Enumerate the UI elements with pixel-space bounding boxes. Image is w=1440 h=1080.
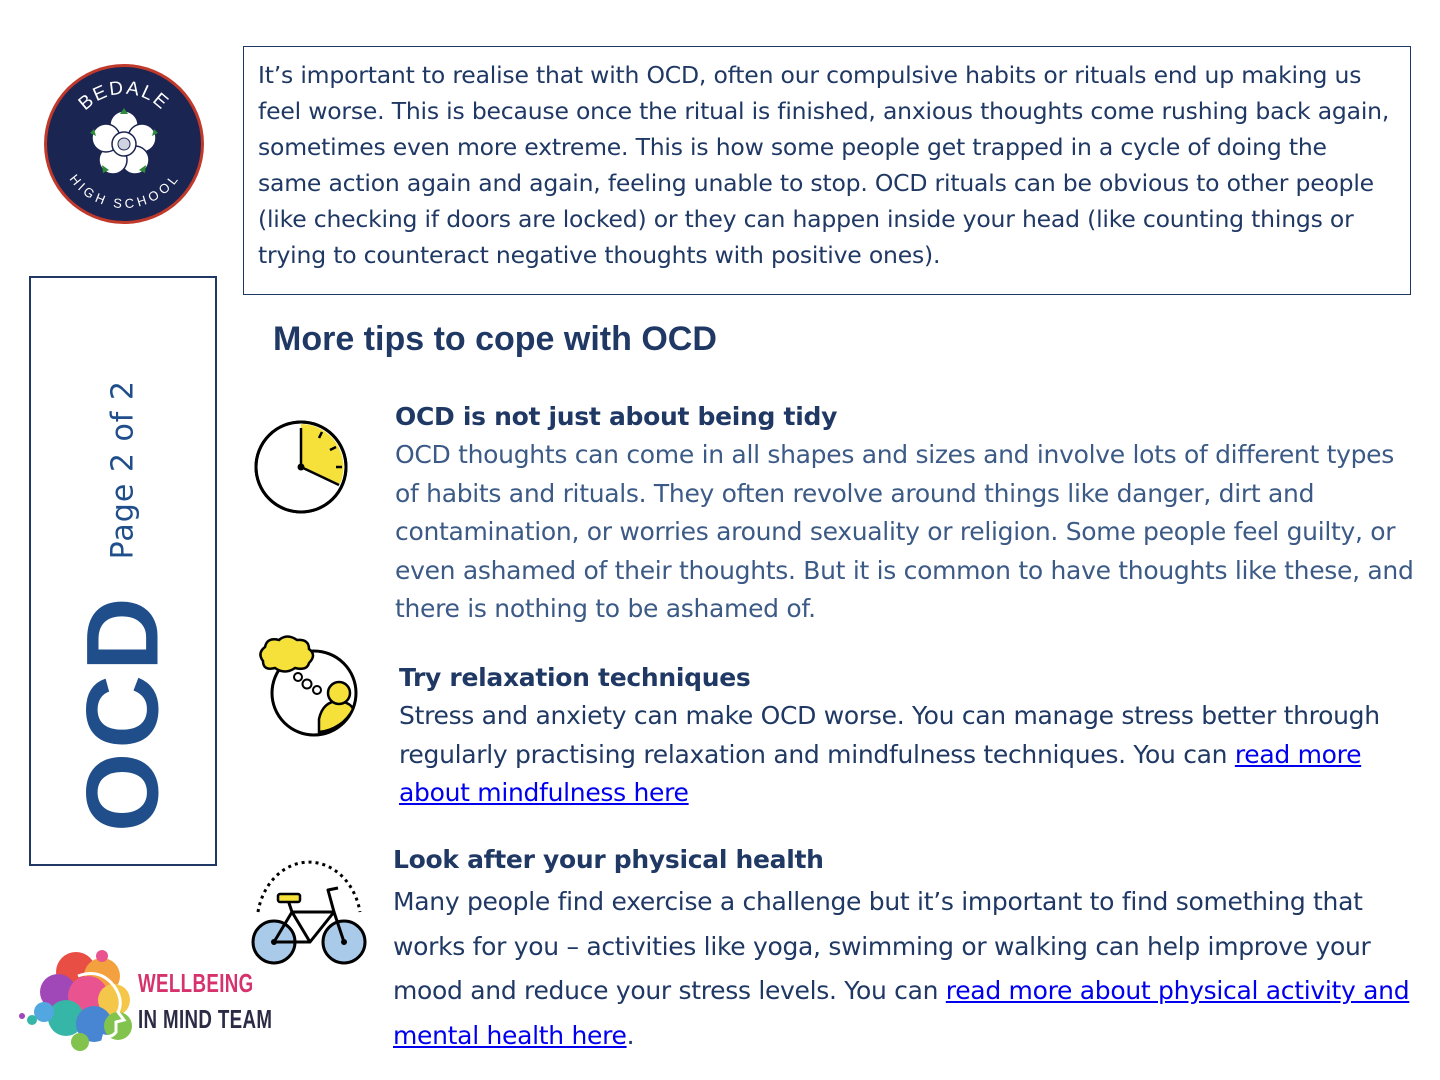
logo-bottom-text: HIGH SCHOOL xyxy=(66,171,182,212)
side-panel xyxy=(29,276,217,866)
tip-relaxation xyxy=(399,659,1429,813)
tip-text-wrapper xyxy=(399,697,1429,813)
wellbeing-text: WELLBEING xyxy=(138,968,254,998)
intro-text: It’s important to realise that with OCD, often our compulsive habits or rituals end up making us feel worse. This is because once the ritual is finished, anxious thoughts come rushing back again, sometimes even more extreme. This is how some people get trapped in a cycle of doing the same action again and again, feeling unable to stop. OCD rituals can be obvious to other people (like checking if doors are locked) or they can happen inside your head (like counting things or trying to counteract negative thoughts with positive ones). xyxy=(258,61,1390,269)
tip-title: Try relaxation techniques xyxy=(399,663,751,692)
tip-text: Many people find exercise a challenge but it’s important to find something that works for you – activities like yoga, swimming or walking can help improve your mood and reduce your stress levels. You can xyxy=(393,887,1371,1005)
tip-physical-health xyxy=(393,840,1433,1058)
clock-icon xyxy=(252,418,350,516)
tips-heading: More tips to cope with OCD xyxy=(273,320,717,358)
thought-bubble-icon xyxy=(255,635,360,740)
physical-activity-link[interactable]: read more about physical activity and mental health here xyxy=(393,976,1410,1050)
side-title-group xyxy=(65,380,182,832)
head-splash-icon xyxy=(14,942,144,1054)
school-logo xyxy=(42,62,206,226)
tip-title: Look after your physical health xyxy=(393,845,824,874)
tip-text: Stress and anxiety can make OCD worse. You can manage stress better through regularly practising relaxation and mindfulness techniques. You can xyxy=(399,701,1380,769)
logo-top-text: BEDALE xyxy=(74,77,174,115)
in-mind-team-text: IN MIND TEAM xyxy=(138,1004,273,1034)
bicycle-icon xyxy=(248,842,370,970)
tip-text-wrapper xyxy=(393,880,1433,1058)
wellbeing-in-mind-logo xyxy=(14,942,273,1054)
side-title: OCD xyxy=(65,593,180,832)
intro-box xyxy=(243,46,1411,295)
page-indicator: Page 2 of 2 xyxy=(105,380,141,560)
tip-tidy xyxy=(395,398,1415,629)
tip-text: OCD thoughts can come in all shapes and sizes and involve lots of different types of habits and rituals. They often revolve around things like danger, dirt and contamination, or worries around sexuality or religion. Some people feel guilty, or even ashamed of their thoughts. But it is common to have thoughts like these, and there is nothing to be ashamed of. xyxy=(395,440,1414,623)
tip-title: OCD is not just about being tidy xyxy=(395,402,838,431)
tip-text-after: . xyxy=(626,1020,635,1050)
school-crest-icon xyxy=(42,62,206,226)
mindfulness-link[interactable]: read more about mindfulness here xyxy=(399,739,1362,807)
